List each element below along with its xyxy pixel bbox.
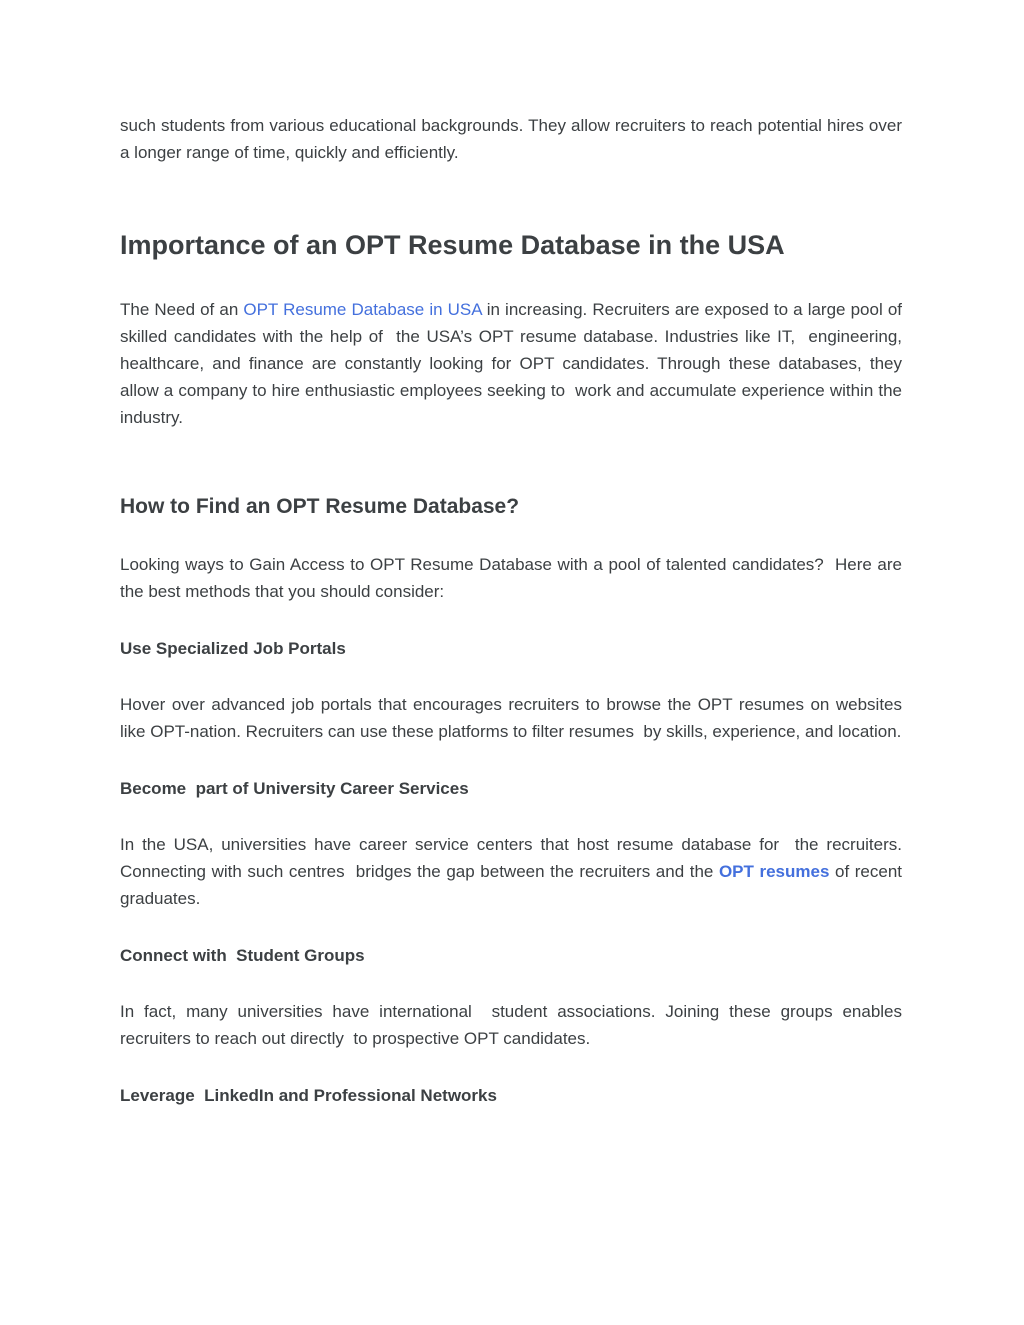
university-paragraph-pre: In the USA, universities have career service centers that host resume database for the recruiters. Connecting with such centres bridges the gap between the recruiters and the [120, 835, 907, 881]
students-paragraph: In fact, many universities have international student associations. Joining these groups enables recruiters to reach out directly to prospective OPT candidates. [120, 1002, 907, 1048]
heading-importance: Importance of an OPT Resume Database in the USA [120, 230, 785, 260]
importance-paragraph-post: in increasing. Recruiters are exposed to a large pool of skilled candidates with the help of the USA’s OPT resume database. Industries like IT, engineering, healthcare, and finance are constantly looking for OPT candidates. Through these databases, they allow a company to hire enthusiastic employees seeking to work and accumulate experience within the industry. [120, 300, 907, 427]
link-opt-resume-database-in-usa[interactable]: OPT Resume Database in USA [243, 300, 482, 319]
subheading-linkedin-networks: Leverage LinkedIn and Professional Networks [120, 1086, 497, 1105]
link-opt-resumes[interactable]: OPT resumes [718, 862, 830, 881]
importance-paragraph [120, 296, 907, 431]
intro-paragraph: such students from various educational backgrounds. They allow recruiters to reach potential hires over a longer range of time, quickly and efficiently. [120, 116, 907, 162]
university-paragraph-post: of recent graduates. [120, 862, 907, 908]
find-paragraph: Looking ways to Gain Access to OPT Resume Database with a pool of talented candidates? Here are the best methods that you should consider: [120, 555, 912, 601]
portals-paragraph: Hover over advanced job portals that encourages recruiters to browse the OPT resumes on websites like OPT-nation. Recruiters can use these platforms to filter resumes by skills, experience, and location. [120, 695, 907, 741]
university-paragraph [120, 831, 907, 912]
subheading-student-groups: Connect with Student Groups [120, 946, 365, 965]
heading-how-to-find: How to Find an OPT Resume Database? [120, 495, 520, 518]
subheading-job-portals: Use Specialized Job Portals [120, 639, 346, 658]
subheading-university-career-services: Become part of University Career Services [120, 779, 469, 798]
importance-paragraph-pre: The Need of an [120, 300, 244, 319]
